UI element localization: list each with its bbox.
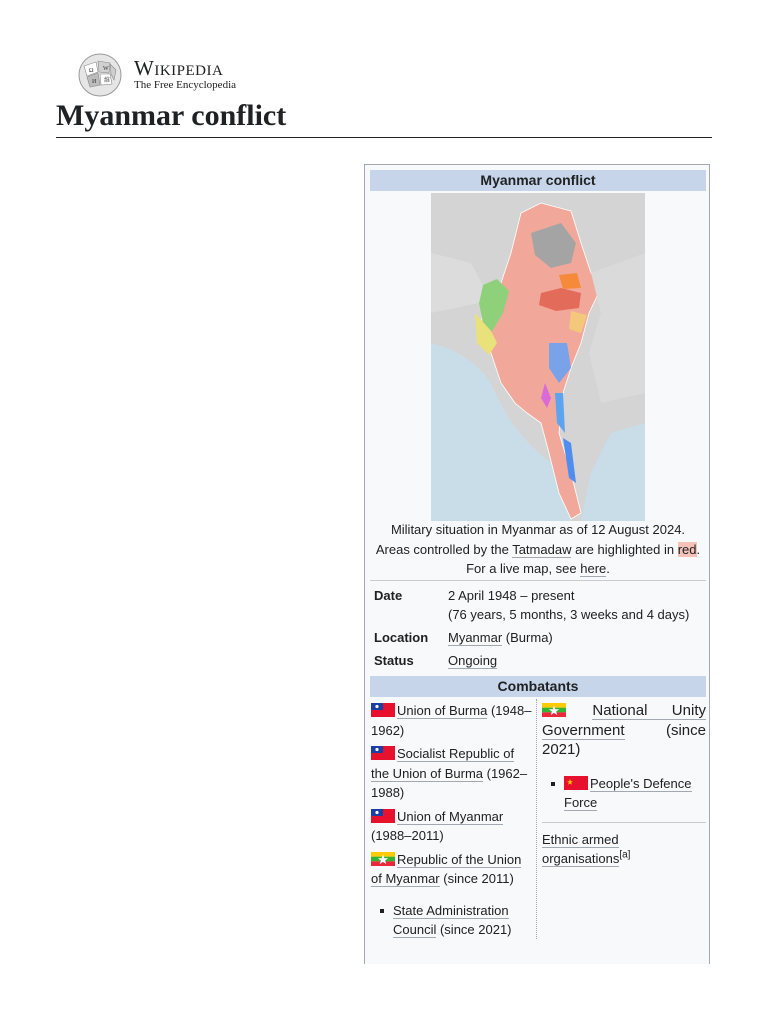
caption-text-3: . For a live map, see (466, 541, 701, 576)
infobox (364, 164, 710, 964)
list-item (542, 774, 706, 813)
ethnic-armed-organisations-link[interactable]: Ethnic armed organisations (542, 831, 620, 866)
myanmar-link[interactable]: Myanmar (448, 630, 503, 645)
date-label: Date (374, 588, 403, 603)
combatants-right (542, 701, 706, 869)
svg-text:И: И (92, 79, 97, 85)
svg-text:W: W (103, 66, 109, 72)
wikipedia-globe-logo[interactable] (74, 52, 126, 98)
wordmark-tagline: The Free Encyclopedia (134, 79, 237, 91)
burma-flag-icon (371, 703, 395, 717)
combatant-entry (371, 850, 535, 889)
location-label: Location (374, 630, 429, 645)
myanmar-flag-icon (371, 852, 395, 866)
state-administration-council-link[interactable]: State Administration Council (393, 902, 509, 937)
republic-of-union-link[interactable]: Republic of the Union of Myanmar (371, 851, 522, 886)
list-item (371, 901, 535, 940)
sac-dates: (since 2021) (436, 922, 512, 937)
socialist-republic-link[interactable]: Socialist Republic of the Union of Burma (371, 746, 515, 781)
combatant-entry (371, 807, 535, 846)
ethnic-entry (542, 822, 706, 869)
map-graphic (431, 193, 645, 521)
svg-text:維: 維 (104, 78, 111, 84)
combatants-header: Combatants (370, 676, 706, 697)
infobox-title: Myanmar conflict (370, 170, 706, 191)
tatmadaw-link[interactable]: Tatmadaw (512, 541, 572, 557)
combatant-entry (371, 701, 535, 740)
myanmar-flag-icon (542, 703, 566, 717)
title-divider (56, 137, 712, 138)
peoples-defence-force-link[interactable]: People's Defence Force (564, 775, 692, 810)
caption-text-4: . (606, 561, 610, 576)
burma-flag-icon (371, 746, 395, 760)
date-value (448, 586, 708, 624)
combatants-left (371, 701, 535, 940)
national-unity-government-link[interactable]: National Unity Government (542, 702, 706, 739)
nug-dates: (since 2021) (542, 721, 706, 758)
date-value-line2: (76 years, 5 months, 3 weeks and 4 days) (448, 607, 690, 622)
combatant-dates: (1948–1962) (371, 703, 532, 738)
combatant-dates: (since 2011) (439, 871, 514, 886)
live-map-link[interactable]: here (580, 561, 607, 576)
combatants-divider (536, 699, 537, 939)
union-of-myanmar-link[interactable]: Union of Myanmar (397, 808, 504, 824)
status-label: Status (374, 653, 414, 668)
svg-text:Ω: Ω (89, 68, 94, 74)
military-situation-map[interactable] (431, 193, 645, 521)
pdf-flag-icon (564, 776, 588, 790)
combatant-dates: (1988–2011) (371, 828, 444, 843)
wordmark-title: Wikipedia (134, 56, 224, 80)
ongoing-link[interactable]: Ongoing (448, 653, 498, 668)
right-sub-list (542, 774, 706, 813)
page-title: Myanmar conflict (56, 99, 287, 132)
combatant-dates: (1962–1988) (371, 765, 528, 800)
wikipedia-wordmark[interactable] (134, 57, 236, 92)
red-highlight: red (677, 541, 697, 557)
note-a-link[interactable]: [a] (619, 849, 631, 861)
date-row (374, 586, 704, 626)
caption-text-1: Military situation in Myanmar as of 12 August 2024. Areas controlled by the (375, 522, 686, 557)
caption-text-2: are highlighted in (571, 541, 678, 557)
burma-flag-icon (371, 809, 395, 823)
date-value-line1: 2 April 1948 – present (448, 588, 575, 603)
caption-separator (370, 580, 706, 581)
map-caption (373, 520, 703, 579)
left-sub-list (371, 901, 535, 940)
combatant-entry (371, 744, 535, 803)
location-suffix: (Burma) (502, 630, 553, 645)
union-of-burma-link[interactable]: Union of Burma (397, 703, 488, 718)
nug-entry (542, 701, 706, 760)
